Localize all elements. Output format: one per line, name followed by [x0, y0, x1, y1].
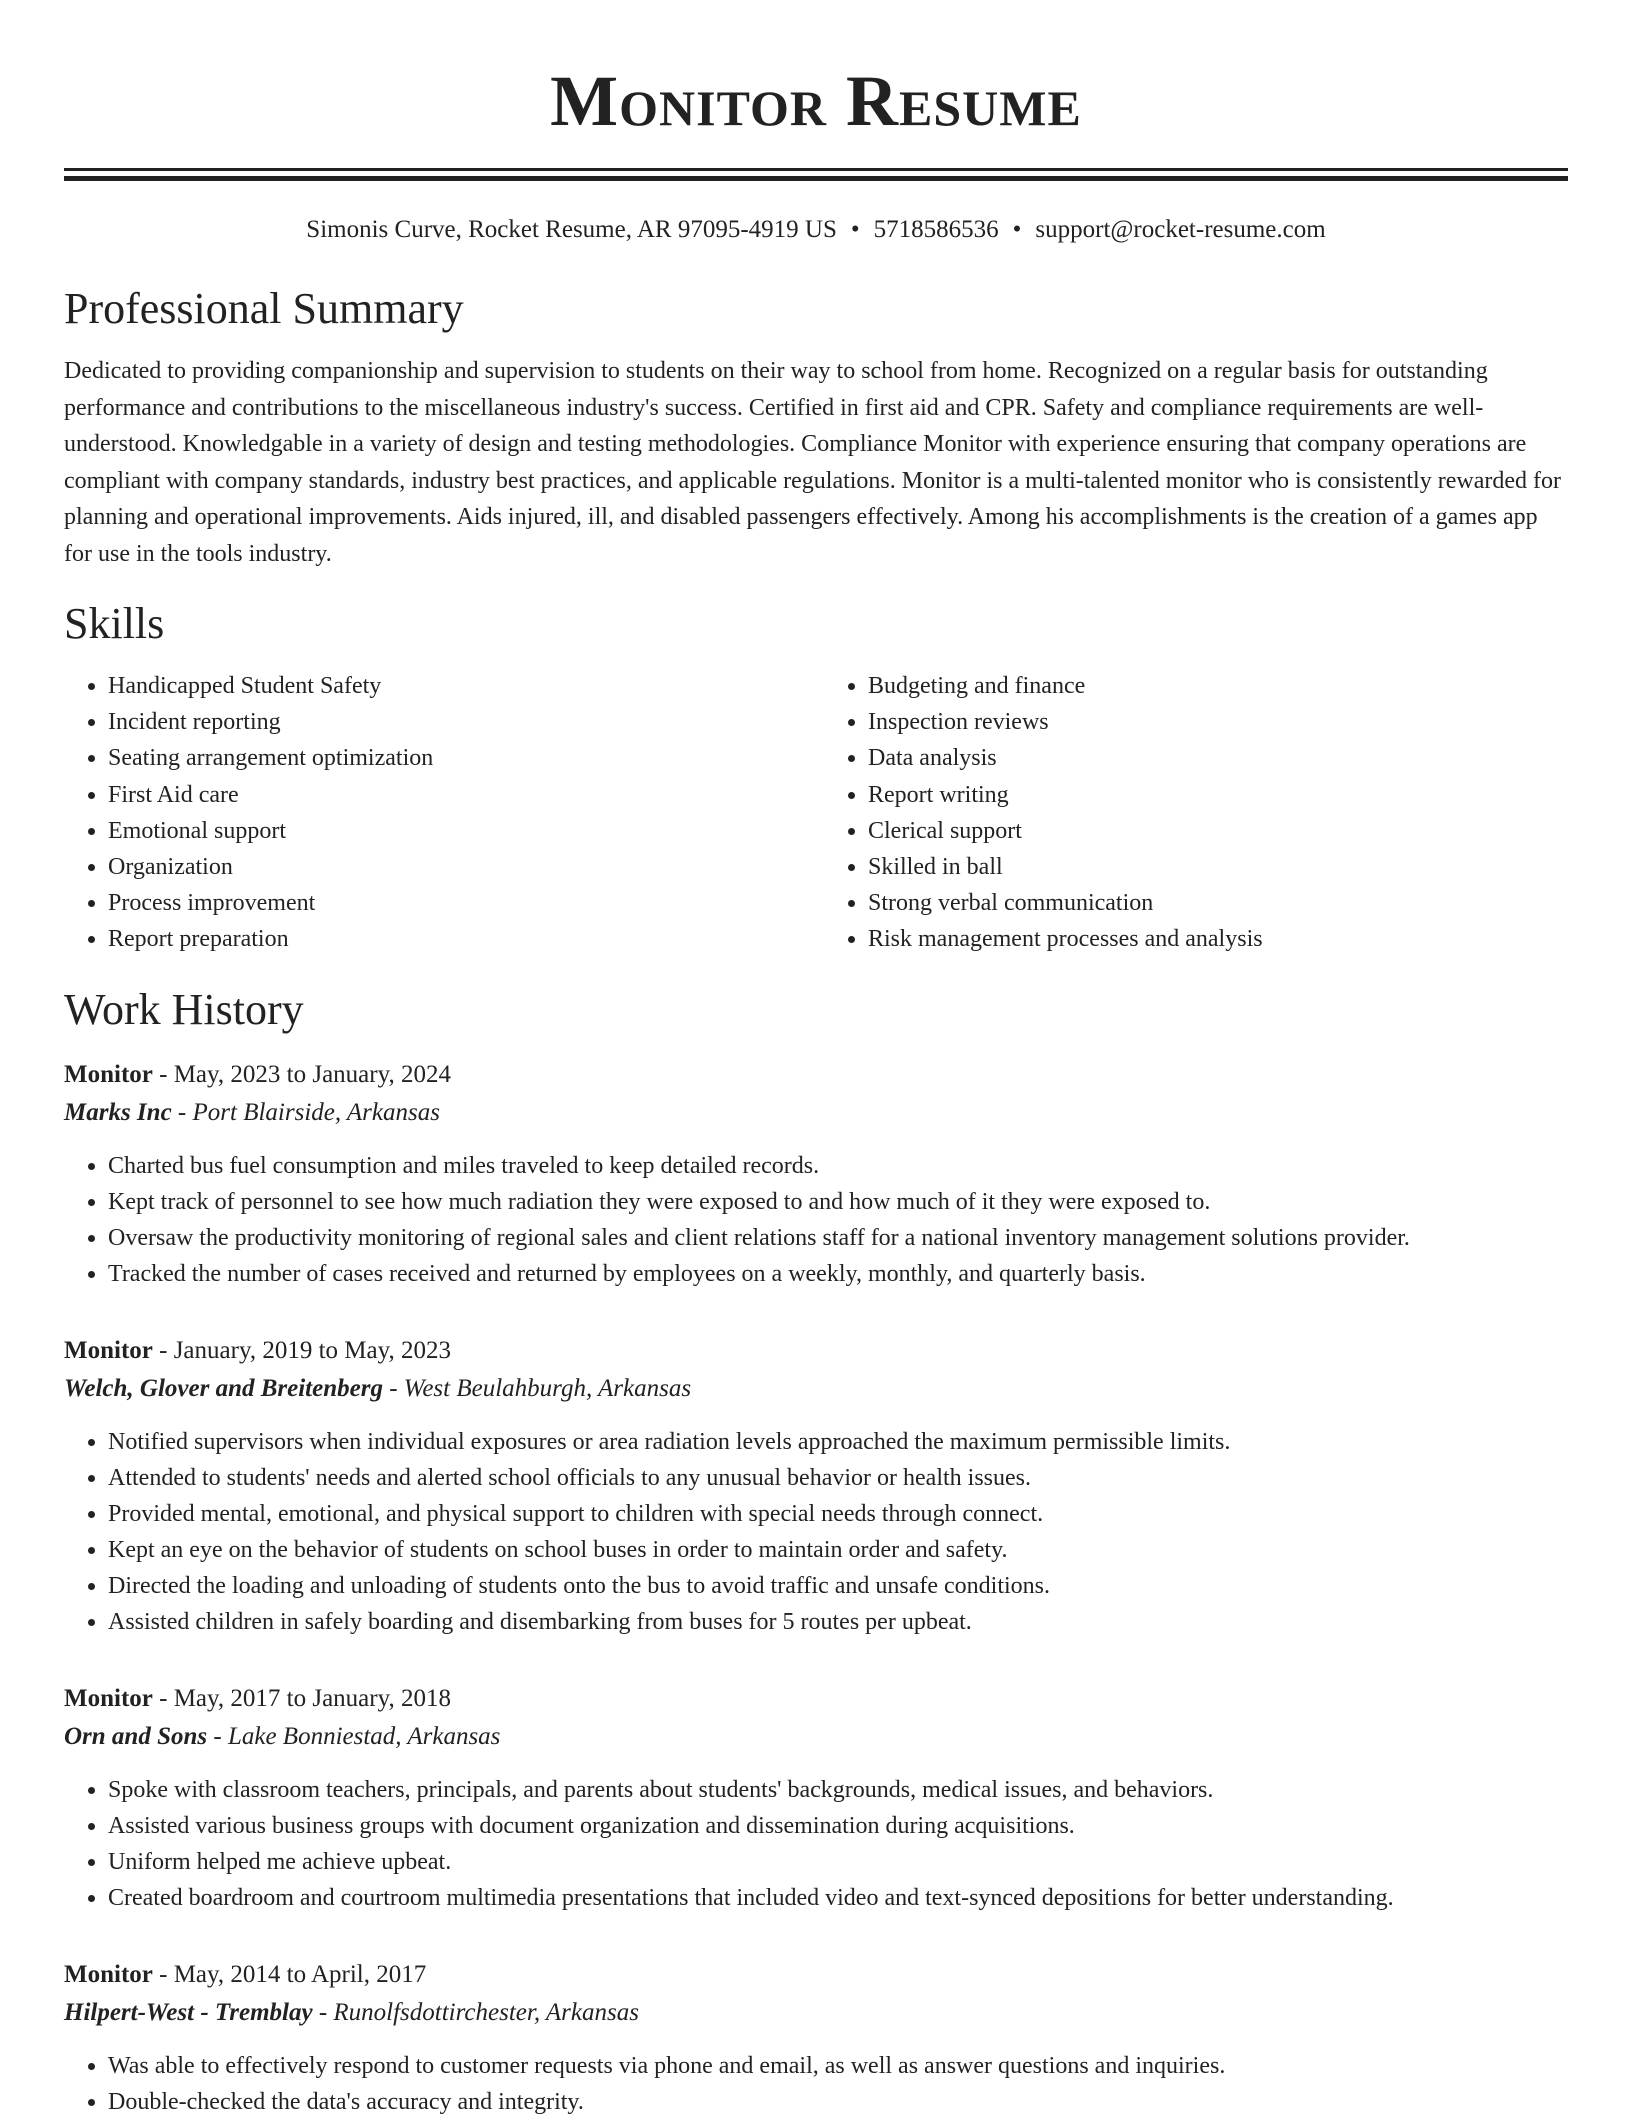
job-bullet: • Charted bus fuel consumption and miles traveled to keep detailed records. [108, 1148, 1568, 1184]
job-employer [64, 1722, 1568, 1752]
job-header [64, 1684, 1568, 1714]
skill-item: • Data analysis [868, 740, 1568, 776]
skill-item: • Budgeting and finance [868, 668, 1568, 704]
skills-heading: Skills [64, 599, 165, 648]
job-header [64, 1960, 1568, 1990]
summary-text: Dedicated to providing companionship and supervision to students on their way to school from home. Recognized on a regular basis for outstanding performance and contributions to the miscellaneous industry's success. Certified in first aid and CPR. Safety and compliance requirements are well-understood. Knowledgable in a variety of design and testing methodologies. Compliance Monitor with experience ensuring that company operations are compliant with company standards, industry best practices, and applicable regulations. Monitor is a multi-talented monitor who is consistently rewarded for planning and operational improvements. Aids injured, ill, and disabled passengers effectively. Among his accomplishments is the creation of a games app for use in the tools industry. [64, 358, 1561, 567]
job-bullet: • Kept an eye on the behavior of students on school buses in order to maintain order and safety. [108, 1532, 1568, 1568]
job-bullets [64, 1772, 1568, 1916]
skill-item: • First Aid care [108, 777, 816, 813]
job-company: Welch, Glover and Breitenberg [64, 1374, 383, 1402]
job-dates: - May, 2017 to January, 2018 [152, 1684, 451, 1712]
contact-line [64, 215, 1568, 245]
job-bullets [64, 1424, 1568, 1640]
job-bullet: • Assisted various business groups with document organization and dissemination during acquisitions. [108, 1808, 1568, 1844]
job-bullet: • Uniform helped me achieve upbeat. [108, 1844, 1568, 1880]
contact-separator: • [850, 216, 860, 243]
skill-item: • Inspection reviews [868, 704, 1568, 740]
job-bullets [64, 1148, 1568, 1292]
contact-address: Simonis Curve, Rocket Resume, AR 97095-4919 US [306, 216, 837, 243]
job-bullet: • Was able to effectively respond to customer requests via phone and email, as well as answer questions and inquiries. [108, 2048, 1568, 2084]
summary-heading: Professional Summary [64, 284, 464, 333]
skills-columns [64, 668, 1568, 958]
job-company: Orn and Sons [64, 1722, 208, 1750]
skill-item: • Organization [108, 849, 816, 885]
job-location: - Port Blairside, Arkansas [171, 1098, 440, 1126]
job-location: - West Beulahburgh, Arkansas [382, 1374, 692, 1402]
job-bullet: • Double-checked the data's accuracy and integrity. [108, 2084, 1568, 2120]
contact-separator: • [1012, 216, 1022, 243]
skill-item: • Report writing [868, 777, 1568, 813]
job-bullet: • Created boardroom and courtroom multimedia presentations that included video and text-synced depositions for better understanding. [108, 1880, 1568, 1916]
skill-item: • Clerical support [868, 813, 1568, 849]
job-dates: - May, 2023 to January, 2024 [152, 1060, 451, 1088]
job-entry [64, 1336, 1568, 1640]
title-rule-thick [64, 176, 1568, 181]
work-history-heading: Work History [64, 984, 304, 1034]
job-entry [64, 1060, 1568, 1292]
skill-item: • Strong verbal communication [868, 885, 1568, 921]
job-bullet: • Oversaw the productivity monitoring of regional sales and client relations staff for a national inventory management solutions provider. [108, 1220, 1568, 1256]
skill-item: • Handicapped Student Safety [108, 668, 816, 704]
job-dates: - May, 2014 to April, 2017 [152, 1960, 427, 1988]
job-employer [64, 1098, 1568, 1128]
job-entry [64, 1960, 1568, 2120]
job-bullet: • Tracked the number of cases received and returned by employees on a weekly, monthly, and quarterly basis. [108, 1256, 1568, 1292]
job-location: - Lake Bonniestad, Arkansas [207, 1722, 501, 1750]
job-role: Monitor [64, 1684, 153, 1712]
job-employer [64, 1374, 1568, 1404]
skills-list-right [816, 668, 1568, 958]
contact-email: support@rocket-resume.com [1035, 216, 1326, 243]
skill-item: • Emotional support [108, 813, 816, 849]
skills-list-left [64, 668, 816, 958]
job-company: Marks Inc [64, 1098, 172, 1126]
skill-item: • Incident reporting [108, 704, 816, 740]
title-rule-thin [64, 168, 1568, 171]
skill-item: • Risk management processes and analysis [868, 921, 1568, 957]
job-employer [64, 1998, 1568, 2028]
job-bullet: • Directed the loading and unloading of students onto the bus to avoid traffic and unsafe conditions. [108, 1568, 1568, 1604]
job-role: Monitor [64, 1060, 153, 1088]
job-role: Monitor [64, 1336, 153, 1364]
job-role: Monitor [64, 1960, 153, 1988]
job-bullet: • Notified supervisors when individual exposures or area radiation levels approached the maximum permissible limits. [108, 1424, 1568, 1460]
job-entry [64, 1684, 1568, 1916]
contact-phone: 5718586536 [873, 216, 999, 243]
job-bullets [64, 2048, 1568, 2120]
job-bullet: • Assisted children in safely boarding and disembarking from buses for 5 routes per upbeat. [108, 1604, 1568, 1640]
skill-item: • Skilled in ball [868, 849, 1568, 885]
skill-item: • Seating arrangement optimization [108, 740, 816, 776]
job-header [64, 1336, 1568, 1366]
job-bullet: • Spoke with classroom teachers, principals, and parents about students' backgrounds, medical issues, and behaviors. [108, 1772, 1568, 1808]
job-company: Hilpert-West - Tremblay [64, 1998, 313, 2026]
job-header [64, 1060, 1568, 1090]
job-location: - Runolfsdottirchester, Arkansas [312, 1998, 639, 2026]
skill-item: • Process improvement [108, 885, 816, 921]
skill-item: • Report preparation [108, 921, 816, 957]
job-bullet: • Provided mental, emotional, and physical support to children with special needs through connect. [108, 1496, 1568, 1532]
resume-title: Monitor Resume [550, 61, 1082, 141]
job-bullet: • Attended to students' needs and alerted school officials to any unusual behavior or health issues. [108, 1460, 1568, 1496]
job-dates: - January, 2019 to May, 2023 [152, 1336, 451, 1364]
job-bullet: • Kept track of personnel to see how much radiation they were exposed to and how much of it they were exposed to. [108, 1184, 1568, 1220]
